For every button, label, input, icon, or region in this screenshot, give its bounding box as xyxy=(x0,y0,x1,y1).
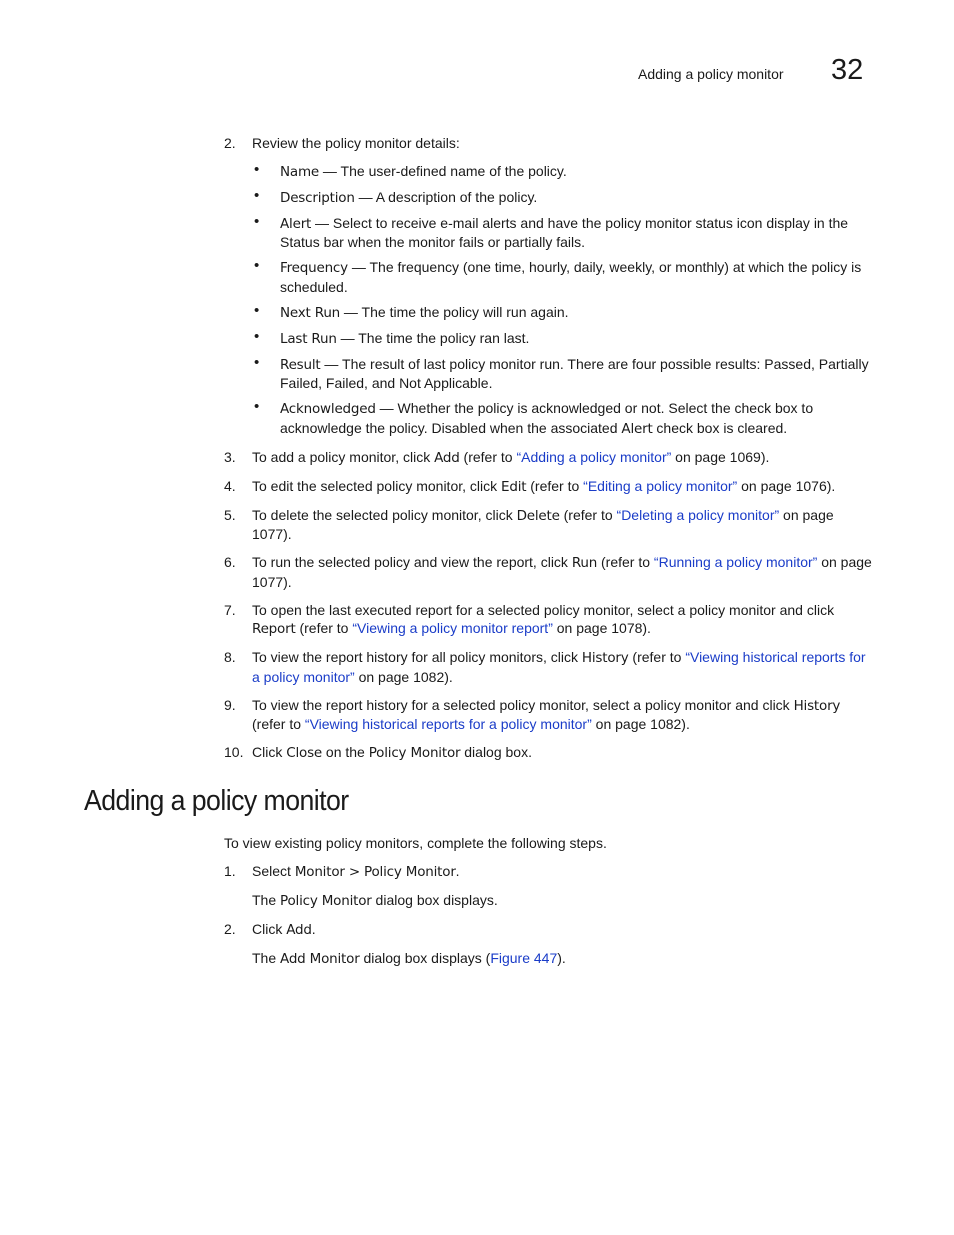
body-text: on page 1082). xyxy=(591,716,690,732)
body-text: dialog box displays. xyxy=(371,892,498,908)
body-text: on page 1069). xyxy=(671,448,770,465)
step-text xyxy=(252,506,872,544)
step-text xyxy=(252,648,872,686)
body-text: dialog box displays ( xyxy=(359,950,491,966)
step-text xyxy=(252,477,872,497)
bullet-item xyxy=(252,399,872,438)
body-text: — The time the policy will run again. xyxy=(340,303,569,320)
body-text: Select xyxy=(252,863,295,879)
body-text: (refer to xyxy=(459,448,517,465)
body-text: (refer to xyxy=(628,649,686,665)
step-item xyxy=(0,553,872,591)
ui-term: Add xyxy=(434,449,460,466)
body-text: — Select to receive e-mail alerts and have the policy monitor status icon display in the Status bar when the monitor fails or partially fails. xyxy=(280,214,849,250)
step-text xyxy=(252,448,872,468)
section-intro: To view existing policy monitors, complete the following steps. xyxy=(224,835,607,851)
bullet-item xyxy=(252,258,872,296)
step-item xyxy=(0,448,872,468)
ui-term: Run xyxy=(571,555,598,571)
body-text: To view the report history for a selected policy monitor, select a policy monitor and click xyxy=(252,696,794,713)
procedure-steps xyxy=(0,134,954,772)
body-text: ). xyxy=(557,950,566,966)
ui-term: Alert xyxy=(280,215,312,232)
step-item xyxy=(0,920,872,940)
bullet-item xyxy=(252,329,872,349)
ui-term: Alert xyxy=(621,420,653,437)
ui-term: Next Run xyxy=(280,304,341,321)
bullet-icon: • xyxy=(254,160,260,178)
body-text: The xyxy=(252,892,281,908)
bullet-item xyxy=(252,214,872,252)
ui-term: Acknowledged xyxy=(280,401,376,417)
step-number: 1. xyxy=(224,863,236,879)
step-item xyxy=(0,648,872,686)
body-text: on the xyxy=(322,744,369,760)
step-text xyxy=(252,134,872,153)
body-text: (refer to xyxy=(559,506,617,523)
body-text: — The time the policy ran last. xyxy=(336,329,530,346)
ui-term: Description xyxy=(280,189,355,206)
body-text: Click xyxy=(252,744,287,760)
body-text: — A description of the policy. xyxy=(354,188,538,205)
cross-reference-link[interactable]: “Adding a policy monitor” xyxy=(516,448,672,465)
step-number: 6. xyxy=(224,554,236,570)
body-text: — The user-defined name of the policy. xyxy=(319,162,567,179)
body-text: To open the last executed report for a selected policy monitor, select a policy monitor and click xyxy=(252,601,835,618)
chapter-number: 32 xyxy=(831,54,864,86)
step-number: 5. xyxy=(224,506,236,523)
step-number: 4. xyxy=(224,477,236,494)
ui-term: Policy Monitor xyxy=(368,745,461,761)
body-text: — The result of last policy monitor run. There are four possible results: Passed, Partially Failed, Failed, and Not Applicable. xyxy=(280,355,869,391)
bullet-icon: • xyxy=(254,257,260,274)
body-text: on page 1082). xyxy=(354,668,453,685)
step-number: 9. xyxy=(224,696,236,713)
step-text xyxy=(252,920,872,940)
body-text: . xyxy=(455,863,460,879)
section-body xyxy=(0,834,954,978)
result-paragraph xyxy=(0,891,954,911)
body-text: To run the selected policy and view the report, click xyxy=(252,554,572,570)
step-text xyxy=(252,743,872,763)
body-text: on page 1078). xyxy=(552,620,651,636)
body-text: Review the policy monitor details: xyxy=(252,135,460,151)
ui-term: Name xyxy=(280,163,320,180)
bullet-item xyxy=(252,188,872,208)
cross-reference-link[interactable]: Figure 447 xyxy=(490,950,558,966)
body-text: (refer to xyxy=(526,477,584,494)
ui-term: Close xyxy=(286,745,323,761)
ui-term: Frequency xyxy=(280,260,348,276)
cross-reference-link[interactable]: “Viewing a policy monitor report” xyxy=(352,620,553,636)
body-text: on page 1076). xyxy=(737,477,836,494)
ui-term: Edit xyxy=(501,478,527,495)
details-bullet-list xyxy=(252,162,872,439)
body-text: (refer to xyxy=(295,620,353,636)
step-text xyxy=(252,601,872,639)
bullet-icon: • xyxy=(254,212,260,230)
body-text: — Whether the policy is acknowledged or not. Select the check box to acknowledge the policy. Disabled when the associated xyxy=(280,400,814,436)
ui-term: Result xyxy=(280,356,321,373)
running-header-title: Adding a policy monitor xyxy=(638,66,784,82)
ui-term: Add Monitor xyxy=(280,951,360,967)
section-heading: Adding a policy monitor xyxy=(84,785,349,817)
body-text: on page 1077). xyxy=(252,506,834,542)
bullet-item xyxy=(252,355,872,393)
step-text xyxy=(252,696,872,734)
bullet-icon: • xyxy=(254,353,260,371)
ui-term: Add xyxy=(286,922,312,938)
cross-reference-link[interactable]: “Viewing historical reports for a policy monitor” xyxy=(304,716,592,732)
ui-term: History xyxy=(793,697,841,714)
step-number: 3. xyxy=(224,448,236,465)
section-steps xyxy=(0,862,954,969)
body-text: To edit the selected policy monitor, click xyxy=(252,477,502,494)
bullet-icon: • xyxy=(254,301,260,319)
step-item xyxy=(0,696,872,734)
step-text xyxy=(252,862,872,882)
ui-term: Last Run xyxy=(280,330,337,347)
step-number: 2. xyxy=(224,921,236,937)
ui-term: Delete xyxy=(516,507,560,524)
step-number: 8. xyxy=(224,649,236,665)
ui-term: Monitor > Policy Monitor xyxy=(294,864,456,880)
bullet-item xyxy=(252,303,872,323)
body-text: on page 1077). xyxy=(252,554,872,590)
step-number: 2. xyxy=(224,135,236,151)
cross-reference-link[interactable]: “Editing a policy monitor” xyxy=(583,477,738,494)
bullet-icon: • xyxy=(254,186,260,204)
body-text: dialog box. xyxy=(460,744,532,760)
cross-reference-link[interactable]: “Viewing historical reports for a policy monitor” xyxy=(252,649,866,685)
bullet-item xyxy=(252,162,872,182)
step-item xyxy=(0,134,872,438)
step-number: 10. xyxy=(224,744,244,760)
body-text: . xyxy=(311,921,316,937)
ui-term: Report xyxy=(252,621,296,637)
body-text: — The frequency (one time, hourly, daily, weekly, or monthly) at which the policy is scheduled. xyxy=(280,259,862,295)
body-text: The xyxy=(252,950,281,966)
body-text: (refer to xyxy=(597,554,654,570)
cross-reference-link[interactable]: “Deleting a policy monitor” xyxy=(616,506,780,523)
ui-term: History xyxy=(581,650,629,666)
body-text: Click xyxy=(252,921,287,937)
step-item xyxy=(0,477,872,497)
body-text: To view the report history for all policy monitors, click xyxy=(252,649,582,665)
step-text xyxy=(252,553,872,591)
ui-term: Policy Monitor xyxy=(280,893,372,909)
cross-reference-link[interactable]: “Running a policy monitor” xyxy=(653,554,818,570)
step-item xyxy=(0,743,872,763)
step-item xyxy=(0,601,872,639)
bullet-icon: • xyxy=(254,398,260,415)
bullet-icon: • xyxy=(254,327,260,345)
step-item xyxy=(0,506,872,544)
step-item xyxy=(0,862,872,882)
result-paragraph xyxy=(0,949,954,969)
step-number: 7. xyxy=(224,601,236,618)
body-text: (refer to xyxy=(252,716,305,732)
body-text: To delete the selected policy monitor, click xyxy=(252,506,517,523)
body-text: check box is cleared. xyxy=(652,419,788,436)
body-text: To add a policy monitor, click xyxy=(252,448,435,465)
